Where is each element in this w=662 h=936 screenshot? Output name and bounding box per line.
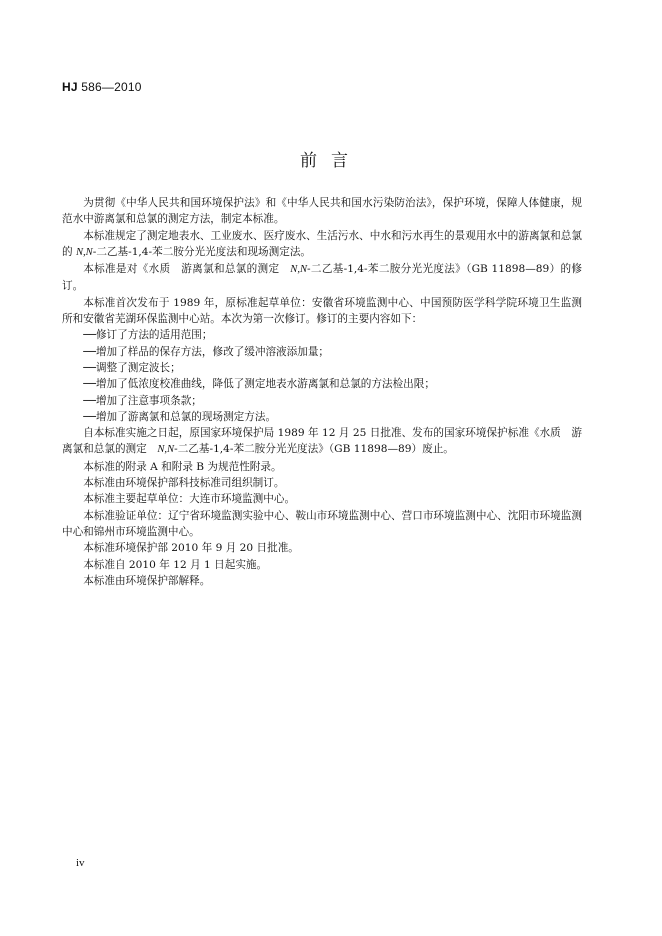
paragraph-p10	[62, 409, 582, 425]
text-run: 本标准是对《水质 游离氯和总氯的测定	[83, 263, 291, 276]
text-run: ──增加了低浓度校准曲线，降低了测定地表水游离氯和总氯的方法检出限；	[83, 378, 435, 391]
text-run: -二乙基-1,4-苯二胺分光光度法和现场测定法。	[92, 245, 312, 258]
italic-term: N,N	[157, 444, 175, 456]
paragraph-p2	[62, 228, 582, 262]
paragraph-p8	[62, 376, 582, 392]
paragraph-p17	[62, 557, 582, 573]
text-run: 为贯彻《中华人民共和国环境保护法》和《中华人民共和国水污染防治法》，保护环境，保障人体健康，规范水中游离氯和总氯的测定方法，制定本标准。	[62, 197, 582, 226]
text-run: 本标准验证单位：辽宁省环境监测实验中心、鞍山市环境监测中心、营口市环境监测中心、沈阳市环境监测中心和锦州市环境监测中心。	[62, 509, 582, 538]
text-run: ──增加了游离氯和总氯的现场测定方法。	[83, 410, 277, 423]
text-run: 本标准由环境保护部解释。	[83, 574, 211, 587]
text-run: 本标准主要起草单位：大连市环境监测中心。	[83, 493, 296, 506]
text-run: ──调整了测定波长；	[83, 361, 181, 374]
italic-term: N,N	[290, 264, 308, 276]
text-run: 本标准首次发布于 1989 年，原标准起草单位：安徽省环境监测中心、中国预防医学科学院环境卫生监测所和安徽省芜湖环保监测中心站。本次为第一次修订。修订的主要内容如下：	[62, 296, 582, 326]
paragraph-p16	[62, 540, 582, 556]
paragraph-p13	[62, 475, 582, 491]
paragraph-p7	[62, 360, 582, 376]
text-run: ──增加了注意事项条款；	[83, 394, 202, 407]
paragraph-p9	[62, 393, 582, 409]
paragraph-p4	[62, 295, 582, 328]
paragraph-p1	[62, 195, 582, 228]
paragraph-p6	[62, 344, 582, 360]
text-run: ──修订了方法的适用范围；	[83, 329, 213, 342]
paragraph-p11	[62, 425, 582, 459]
document-body	[62, 195, 582, 589]
paragraph-p18	[62, 573, 582, 589]
text-run: -二乙基-1,4-苯二胺分光光度法》（GB 11898—89）废止。	[174, 443, 454, 456]
text-run: 本标准的附录 A 和附录 B 为规范性附录。	[83, 460, 282, 473]
document-code	[62, 80, 142, 94]
paragraph-p15	[62, 508, 582, 541]
document-code-prefix: HJ	[62, 80, 78, 94]
paragraph-p3	[62, 261, 582, 295]
page-title: 前言	[300, 151, 362, 171]
paragraph-p5	[62, 327, 582, 343]
paragraph-p14	[62, 491, 582, 507]
text-run: 本标准规定了测定地表水、工业废水、医疗废水、生活污水、中水和污水再生的景观用水中的游离氯和总氯的	[62, 229, 582, 258]
page-number: iv	[76, 857, 85, 869]
document-code-number: 586—2010	[77, 80, 142, 94]
text-run: -二乙基-1,4-苯二胺分光光度法》（GB 11898—89）的修订。	[62, 263, 582, 293]
paragraph-p12	[62, 459, 582, 475]
text-run: 本标准自 2010 年 12 月 1 日起实施。	[83, 558, 268, 571]
text-run: 本标准由环境保护部科技标准司组织制订。	[83, 477, 285, 490]
italic-term: N,N	[75, 246, 93, 258]
text-run: ──增加了样品的保存方法，修改了缓冲溶液添加量；	[83, 345, 330, 358]
text-run: 本标准环境保护部 2010 年 9 月 20 日批准。	[83, 542, 299, 555]
text-run: 自本标准实施之日起，原国家环境保护局 1989 年 12 月 25 日批准、发布的国家环境保护标准《水质 游离氯和总氯的测定	[62, 427, 582, 456]
